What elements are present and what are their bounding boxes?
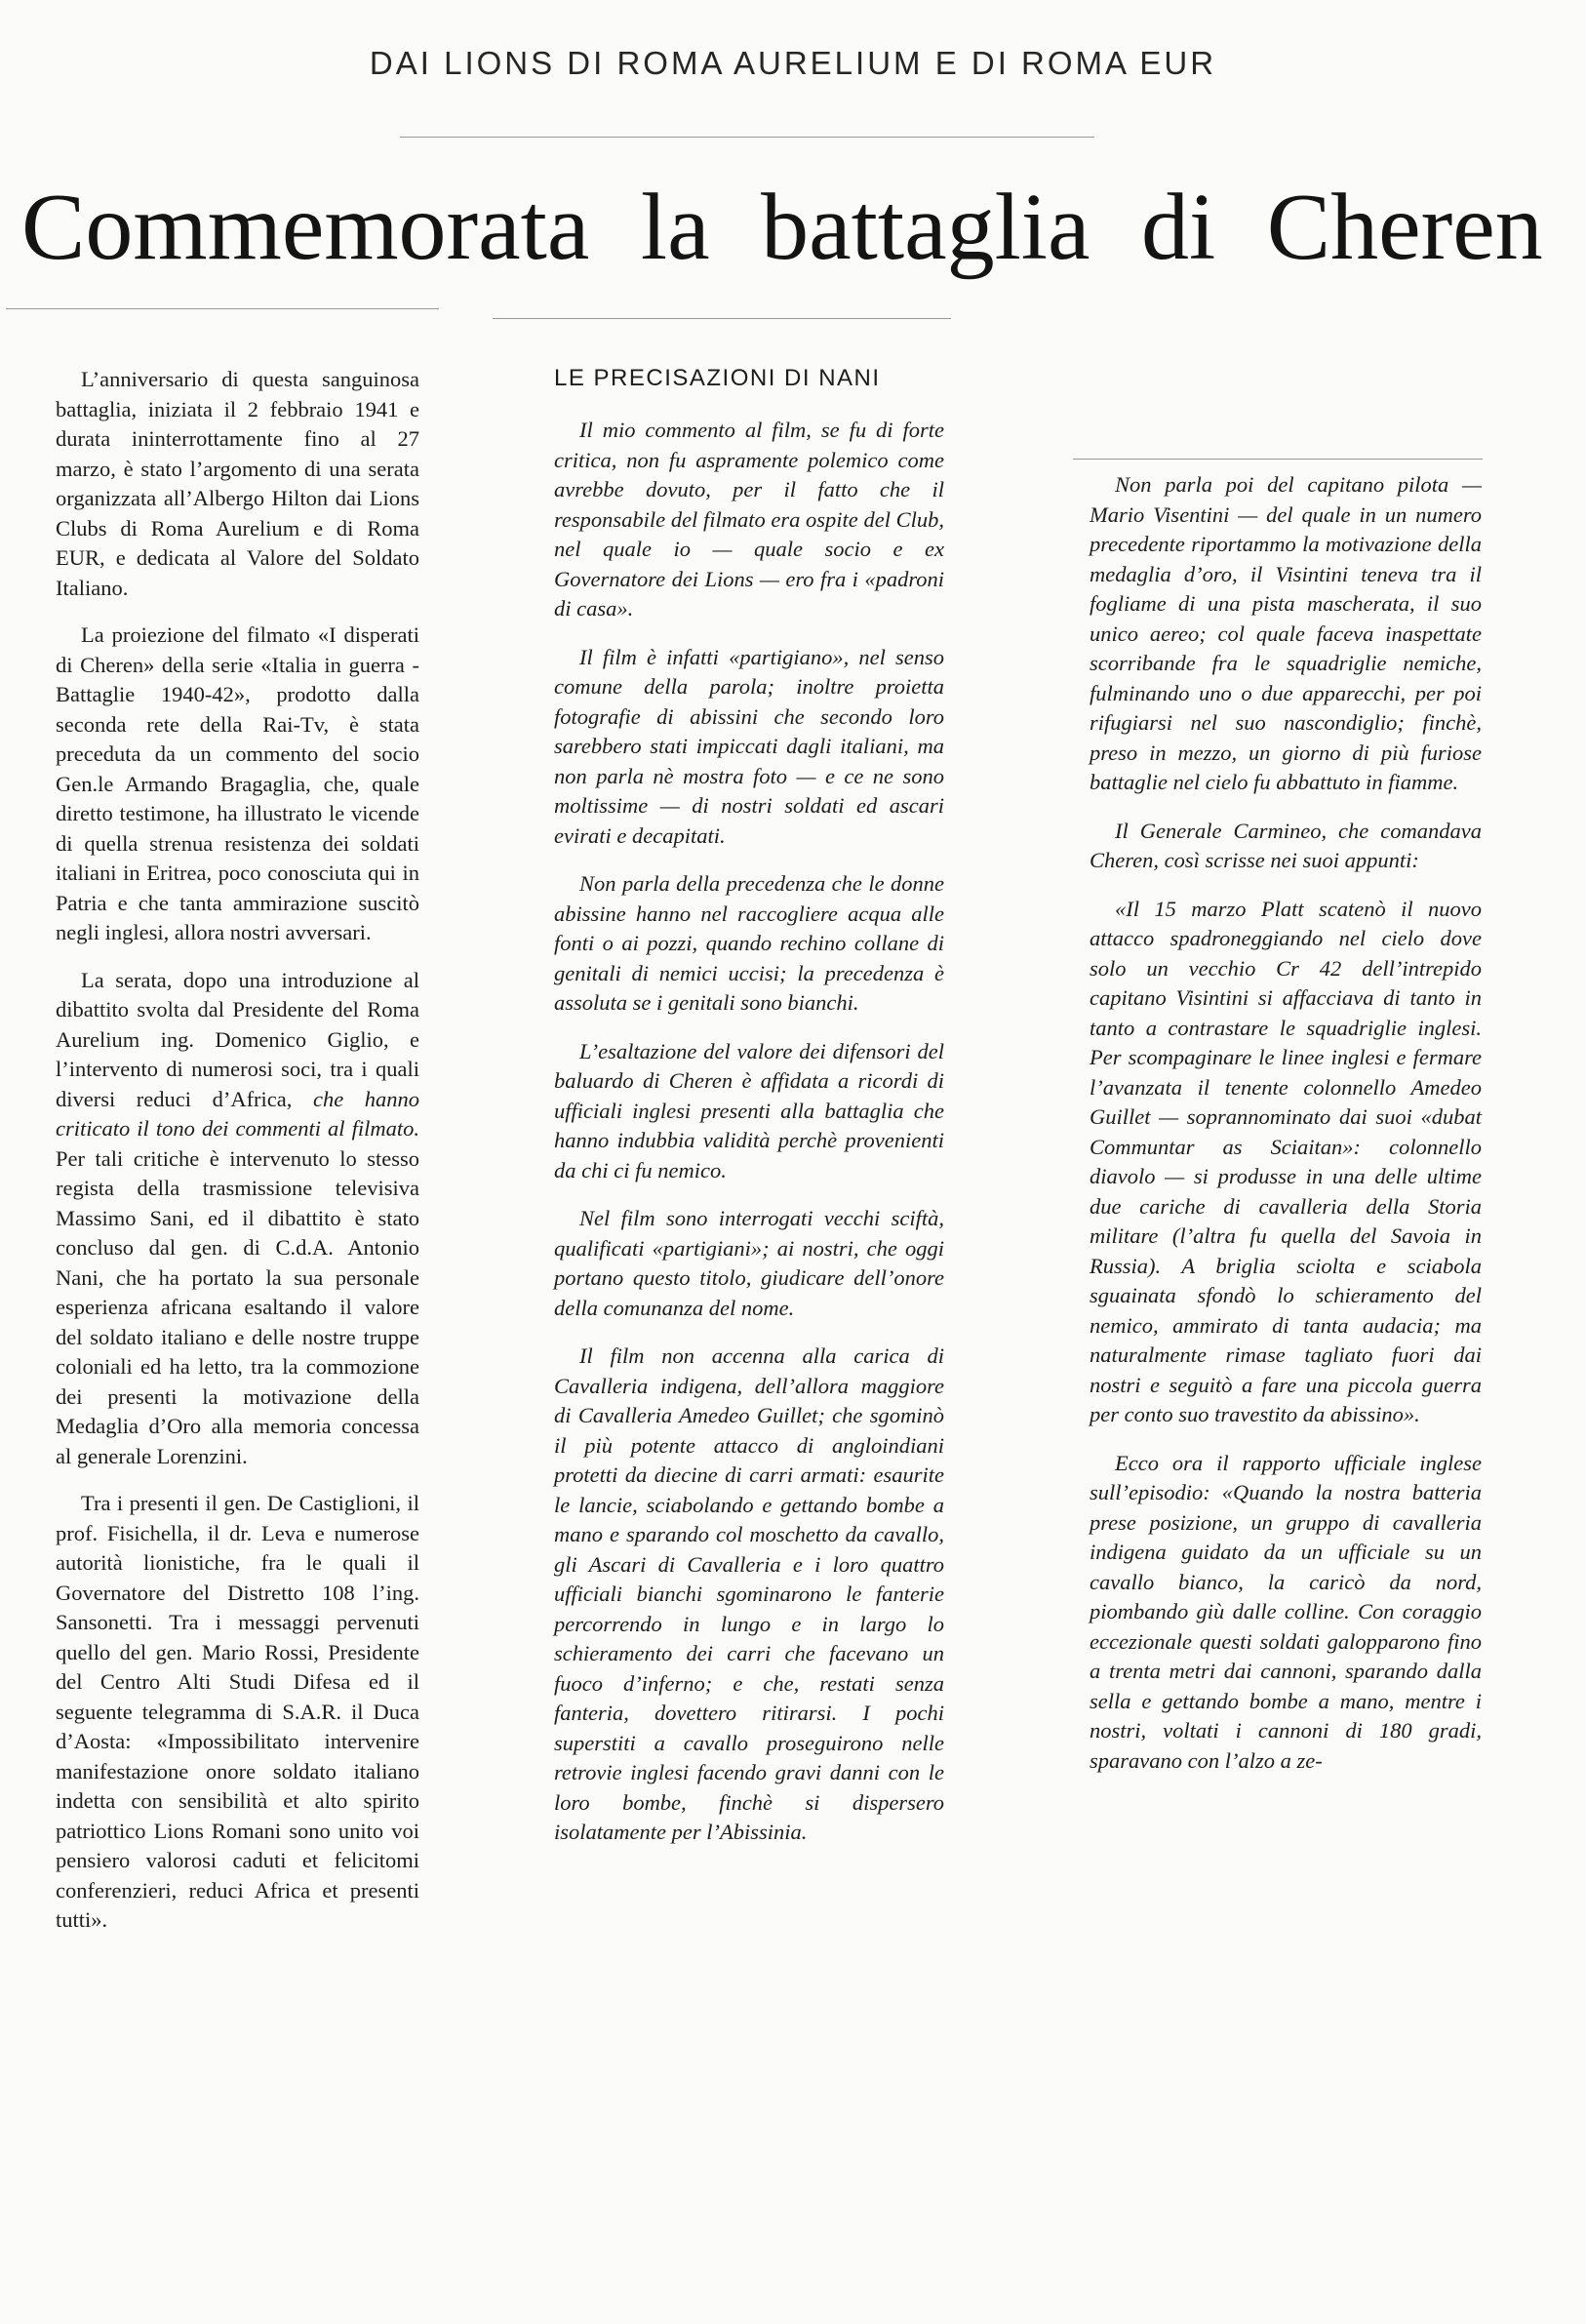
column-2 — [554, 416, 944, 1866]
paragraph: Nel film sono interrogati vecchi sciftà, qualificati «partigiani»; ai nostri, che oggi portano questo titolo, giudicare dell’onore della comunanza del nome. — [554, 1206, 944, 1320]
headline: Commemorata la battaglia di Cheren — [21, 175, 1543, 280]
paragraph: «Il 15 marzo Platt scatenò il nuovo attacco spadroneggiando nel cielo dove solo un vecchio Cr 42 dell’intrepido capitano Visintini si affacciava di tanto in tanto a contrastare le squadriglie inglesi. Per scompaginare le linee inglesi e fermare l’avanzata il tenente colonnello Amedeo Guillet — soprannominato dai suoi «dubat Communtar as Sciaitan»: colonnello diavolo — si produsse in una delle ultime due cariche di cavalleria della Storia militare (l’altra fu quella del Savoia in Russia). A briglia sciolta e sciabola sguainata sfondò lo schieramento del nemico, ammirato di tanta audacia; ma naturalmente rimase tagliato fuori dai nostri e seguitò a fare una piccola guerra per conto suo travestito da abissino». — [1090, 896, 1482, 1426]
paragraph: Ecco ora il rapporto ufficiale inglese sull’episodio: «Quando la nostra batteria prese posizione, un gruppo di cavalleria indigena guidato da un ufficiale su un cavallo bianco, la caricò da nord, piombando giù dalle colline. Con coraggio eccezionale questi soldati galopparono fino a trenta metri dai cannoni, sparando dalla sella e gettando bombe a mano, mentre i nostri, voltati i cannoni di 180 gradi, sparavano con l’alzo a ze- — [1090, 1450, 1482, 1773]
paragraph: Il film è infatti «partigiano», nel senso comune della parola; inoltre proietta fotografie di abissini che secondo loro sarebbero stati impiccati dagli italiani, ma non parla nè mostra foto — e ce ne sono moltissime — di nostri soldati ed ascari evirati e decapitati. — [554, 644, 944, 848]
paragraph: Il mio commento al film, se fu di forte critica, non fu aspramente polemico come avrebbe dovuto, per il fatto che il responsabile del filmato era ospite del Club, nel quale io — quale socio e ex Governatore dei Lions — ero fra i «padroni di casa». — [554, 418, 944, 621]
paragraph: Non parla poi del capitano pilota — Mario Visentini — del quale in un numero precedente riportammo la motivazione della medaglia d’oro, il Visintini teneva tra il fogliame di una pista mascherata, il suo unico aereo; col quale faceva inaspettate scorribande fra le squadriglie nemiche, fulminando uno o due apparecchi, per poi rifugiarsi nel suo nascondiglio; finchè, preso in mezzo, un giorno di più furiose battaglie nel cielo fu abbattuto in fiamme. — [1090, 472, 1482, 794]
column1-rule — [6, 308, 439, 309]
column-3 — [1090, 470, 1482, 1794]
italic-text: che hanno criticato il tono dei commenti al filmato. — [56, 1086, 420, 1141]
column3-rule — [1073, 459, 1483, 460]
paragraph: Non parla della precedenza che le donne abissine hanno nel raccogliere acqua alle fonti o ai pozzi, quando rechino collane di genitali di nemici uccisi; la precedenza è assoluta se i genitali sono bianchi. — [554, 871, 944, 1015]
paragraph: L’esaltazione del valore dei difensori del baluardo di Cheren è affidata a ricordi di ufficiali inglesi presenti alla battaglia che hanno indubbia validità perchè provenienti da chi ci fu nemico. — [554, 1038, 944, 1182]
section-title: LE PRECISAZIONI DI NANI — [554, 365, 881, 391]
kicker: DAI LIONS DI ROMA AURELIUM E DI ROMA EUR — [369, 45, 1217, 81]
top-rule — [400, 137, 1094, 138]
text: La serata, dopo una introduzione al dibattito svolta dal Presidente del Roma Aurelium ing. Domenico Giglio, e l’intervento di numerosi soci, tra i quali diversi reduci d’Africa, — [56, 967, 419, 1111]
column2-rule — [493, 318, 951, 319]
paragraph: La proiezione del filmato «I disperati di Cheren» della serie «Italia in guerra - Battaglie 1940-42», prodotto dalla seconda rete della Rai-Tv, è stata preceduta da un commento del socio Gen.le Armando Bragaglia, che, quale diretto testimone, ha illustrato le vicende di quella strenua resistenza dei soldati italiani in Eritrea, poco conosciuta qui in Patria e che tanta ammirazione suscitò negli inglesi, allora nostri avversari. — [56, 622, 419, 944]
paragraph: L’anniversario di questa sanguinosa battaglia, iniziata il 2 febbraio 1941 e durata ininterrottamente fino al 27 marzo, è stato l’argomento di una serata organizzata all’Albergo Hilton dai Lions Clubs di Roma Aurelium e di Roma EUR, e dedicata al Valore del Soldato Italiano. — [56, 367, 419, 600]
paragraph: Tra i presenti il gen. De Castiglioni, il prof. Fisichella, il dr. Leva e numerose autorità lionistiche, fra le quali il Governatore del Distretto 108 l’ing. Sansonetti. Tra i messaggi pervenuti quello del gen. Mario Rossi, Presidente del Centro Alti Studi Difesa ed il seguente telegramma di S.A.R. il Duca d’Aosta: «Impossibilitato intervenire manifestazione onore soldato italiano indetta con sensibilità et alto spirito patriottico Lions Romani sono unito voi pensiero valorosi caduti et felicitomi conferenzieri, reduci Africa et presenti tutti». — [56, 1491, 419, 1932]
paragraph — [56, 966, 419, 1472]
column-1 — [56, 365, 419, 1953]
paragraph: Il film non accenna alla carica di Cavalleria indigena, dell’allora maggiore di Cavalleria Amedeo Guillet; che sgominò il più potente attacco di angloindiani protetti da diecine di carri armati: esaurite le lancie, sciabolando e gettando bombe a mano e sparando col moschetto da cavallo, gli Ascari di Cavalleria e i loro quattro ufficiali bianchi sgominarono le fanterie percorrendo in lungo e in largo lo schieramento dei carri che facevano un fuoco d’inferno; e che, restati senza fanteria, dovettero ritirarsi. I pochi superstiti a cavallo proseguirono nelle retrovie inglesi facendo gravi danni con le loro bombe, finchè si dispersero isolatamente per l’Abissinia. — [554, 1343, 944, 1844]
paragraph: Il Generale Carmineo, che comandava Cheren, così scrisse nei suoi appunti: — [1090, 818, 1482, 872]
text: Per tali critiche è intervenuto lo stesso regista della trasmissione televisiva Massimo Sani, ed il dibattito è stato concluso dal gen. di C.d.A. Antonio Nani, che ha portato la sua personale esperienza africana esaltando il valore del soldato italiano e delle nostre truppe coloniali ed ha letto, tra la commozione dei presenti la motivazione della Medaglia d’Oro alla memoria concessa al generale Lorenzini. — [56, 1145, 419, 1468]
